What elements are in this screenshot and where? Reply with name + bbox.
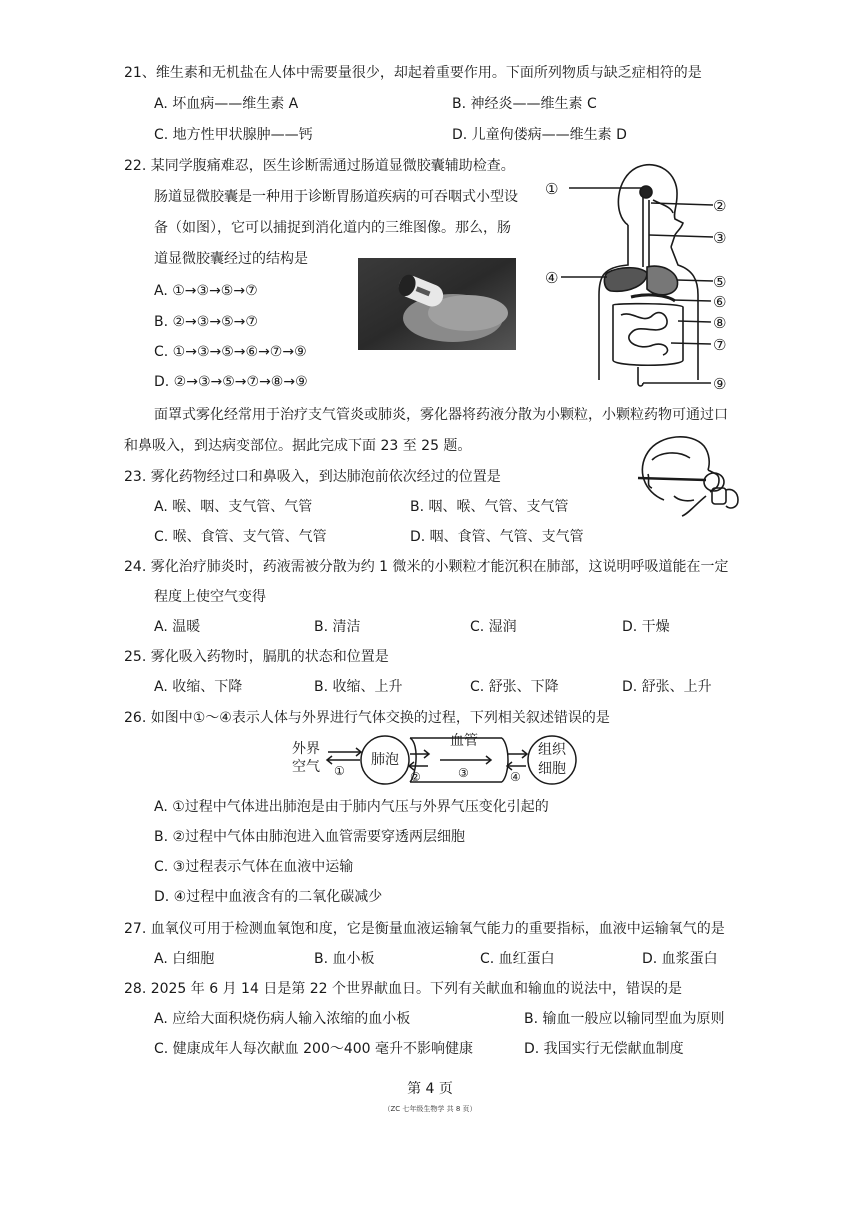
outside-air-label-1: 外界: [292, 741, 320, 757]
q24-stem-1: 24. 雾化治疗肺炎时，药液需被分散为约 1 微米的小颗粒才能沉积在肺部，这说明呼吸道能在一定: [124, 559, 729, 575]
q28-option-d: D. 我国实行无偿献血制度: [524, 1041, 684, 1057]
page-number: 第 4 页: [407, 1081, 453, 1097]
label-2: ②: [713, 197, 727, 215]
q23-stem: 23. 雾化药物经过口和鼻吸入，到达肺泡前依次经过的位置是: [124, 469, 501, 485]
q25-option-a: A. 收缩、下降: [154, 679, 243, 695]
label-9: ⑨: [713, 375, 727, 393]
alveolus-label: 肺泡: [371, 752, 399, 768]
label-4: ④: [545, 269, 559, 287]
q26-option-b: B. ②过程中气体由肺泡进入血管需要穿透两层细胞: [154, 829, 466, 845]
q26-option-d: D. ④过程中血液含有的二氧化碳减少: [154, 889, 383, 905]
capsule-photo: [358, 258, 516, 350]
q22-option-a: A. ①→③→⑤→⑦: [154, 283, 258, 299]
q21-option-b: B. 神经炎——维生素 C: [452, 96, 597, 112]
nebulizer-mask-illustration: [634, 430, 742, 518]
exam-code: （ZC 七年级生物学 共 8 页）: [383, 1105, 477, 1113]
q22-option-b: B. ②→③→⑤→⑦: [154, 314, 258, 330]
label-6: ⑥: [713, 293, 727, 311]
q22-option-d: D. ②→③→⑤→⑦→⑧→⑨: [154, 374, 308, 390]
process-1-label: ①: [334, 764, 345, 778]
q28-option-c: C. 健康成年人每次献血 200～400 毫升不影响健康: [154, 1041, 474, 1057]
q21-option-a: A. 坏血病——维生素 A: [154, 96, 299, 112]
q25-option-b: B. 收缩、上升: [314, 679, 403, 695]
q22-desc-3: 道显微胶囊经过的结构是: [154, 251, 308, 267]
q27-stem: 27. 血氧仪可用于检测血氧饱和度，它是衡量血液运输氧气能力的重要指标，血液中运输氧气的是: [124, 921, 725, 937]
q28-stem: 28. 2025 年 6 月 14 日是第 22 个世界献血日。下列有关献血和输血的说法中，错误的是: [124, 981, 683, 997]
outside-air-label-2: 空气: [292, 759, 320, 775]
q26-stem: 26. 如图中①～④表示人体与外界进行气体交换的过程，下列相关叙述错误的是: [124, 710, 610, 726]
q27-option-d: D. 血浆蛋白: [642, 951, 718, 967]
tissue-label-1: 组织: [538, 742, 566, 758]
q24-option-a: A. 温暖: [154, 619, 201, 635]
process-2-label: ②: [410, 770, 421, 784]
q22-option-c: C. ①→③→⑤→⑥→⑦→⑨: [154, 344, 307, 360]
q21-stem: 21、维生素和无机盐在人体中需要量很少，却起着重要作用。下面所列物质与缺乏症相符的是: [124, 65, 702, 81]
q22-desc-2: 备（如图），它可以捕捉到消化道内的三维图像。那么，肠: [154, 220, 511, 236]
intro-line-1: 面罩式雾化经常用于治疗支气管炎或肺炎，雾化器将药液分散为小颗粒，小颗粒药物可通过口: [154, 407, 728, 423]
label-5: ⑤: [713, 273, 727, 291]
q27-option-c: C. 血红蛋白: [480, 951, 555, 967]
q27-option-a: A. 白细胞: [154, 951, 215, 967]
q25-stem: 25. 雾化吸入药物时，膈肌的状态和位置是: [124, 649, 389, 665]
gas-exchange-diagram: [290, 732, 580, 792]
q26-option-a: A. ①过程中气体进出肺泡是由于肺内气压与外界气压变化引起的: [154, 799, 549, 815]
q21-option-d: D. 儿童佝偻病——维生素 D: [452, 127, 627, 143]
q26-option-c: C. ③过程表示气体在血液中运输: [154, 859, 354, 875]
q24-stem-2: 程度上使空气变得: [154, 589, 266, 605]
q25-option-d: D. 舒张、上升: [622, 679, 712, 695]
q23-option-b: B. 咽、喉、气管、支气管: [410, 499, 569, 515]
q21-option-c: C. 地方性甲状腺肿——钙: [154, 127, 313, 143]
q24-option-c: C. 湿润: [470, 619, 517, 635]
label-3: ③: [713, 229, 727, 247]
intro-line-2: 和鼻吸入，到达病变部位。据此完成下面 23 至 25 题。: [124, 438, 472, 454]
q23-option-c: C. 喉、食管、支气管、气管: [154, 529, 327, 545]
q25-option-c: C. 舒张、下降: [470, 679, 559, 695]
digestive-system-diagram: [543, 155, 733, 395]
q22-stem: 22. 某同学腹痛难忍，医生诊断需通过肠道显微胶囊辅助检查。: [124, 158, 515, 174]
q24-option-d: D. 干燥: [622, 619, 670, 635]
label-8: ⑧: [713, 314, 727, 332]
process-4-label: ④: [510, 770, 521, 784]
q23-option-d: D. 咽、食管、气管、支气管: [410, 529, 584, 545]
q28-option-a: A. 应给大面积烧伤病人输入浓缩的血小板: [154, 1011, 411, 1027]
label-1: ①: [545, 180, 559, 198]
vessel-label: 血管: [450, 733, 478, 749]
q23-option-a: A. 喉、咽、支气管、气管: [154, 499, 313, 515]
tissue-label-2: 细胞: [538, 761, 566, 777]
label-7: ⑦: [713, 336, 727, 354]
q24-option-b: B. 清洁: [314, 619, 361, 635]
q22-desc-1: 肠道显微胶囊是一种用于诊断胃肠道疾病的可吞咽式小型设: [154, 189, 518, 205]
process-3-label: ③: [458, 766, 469, 780]
q28-option-b: B. 输血一般应以输同型血为原则: [524, 1011, 725, 1027]
q27-option-b: B. 血小板: [314, 951, 375, 967]
